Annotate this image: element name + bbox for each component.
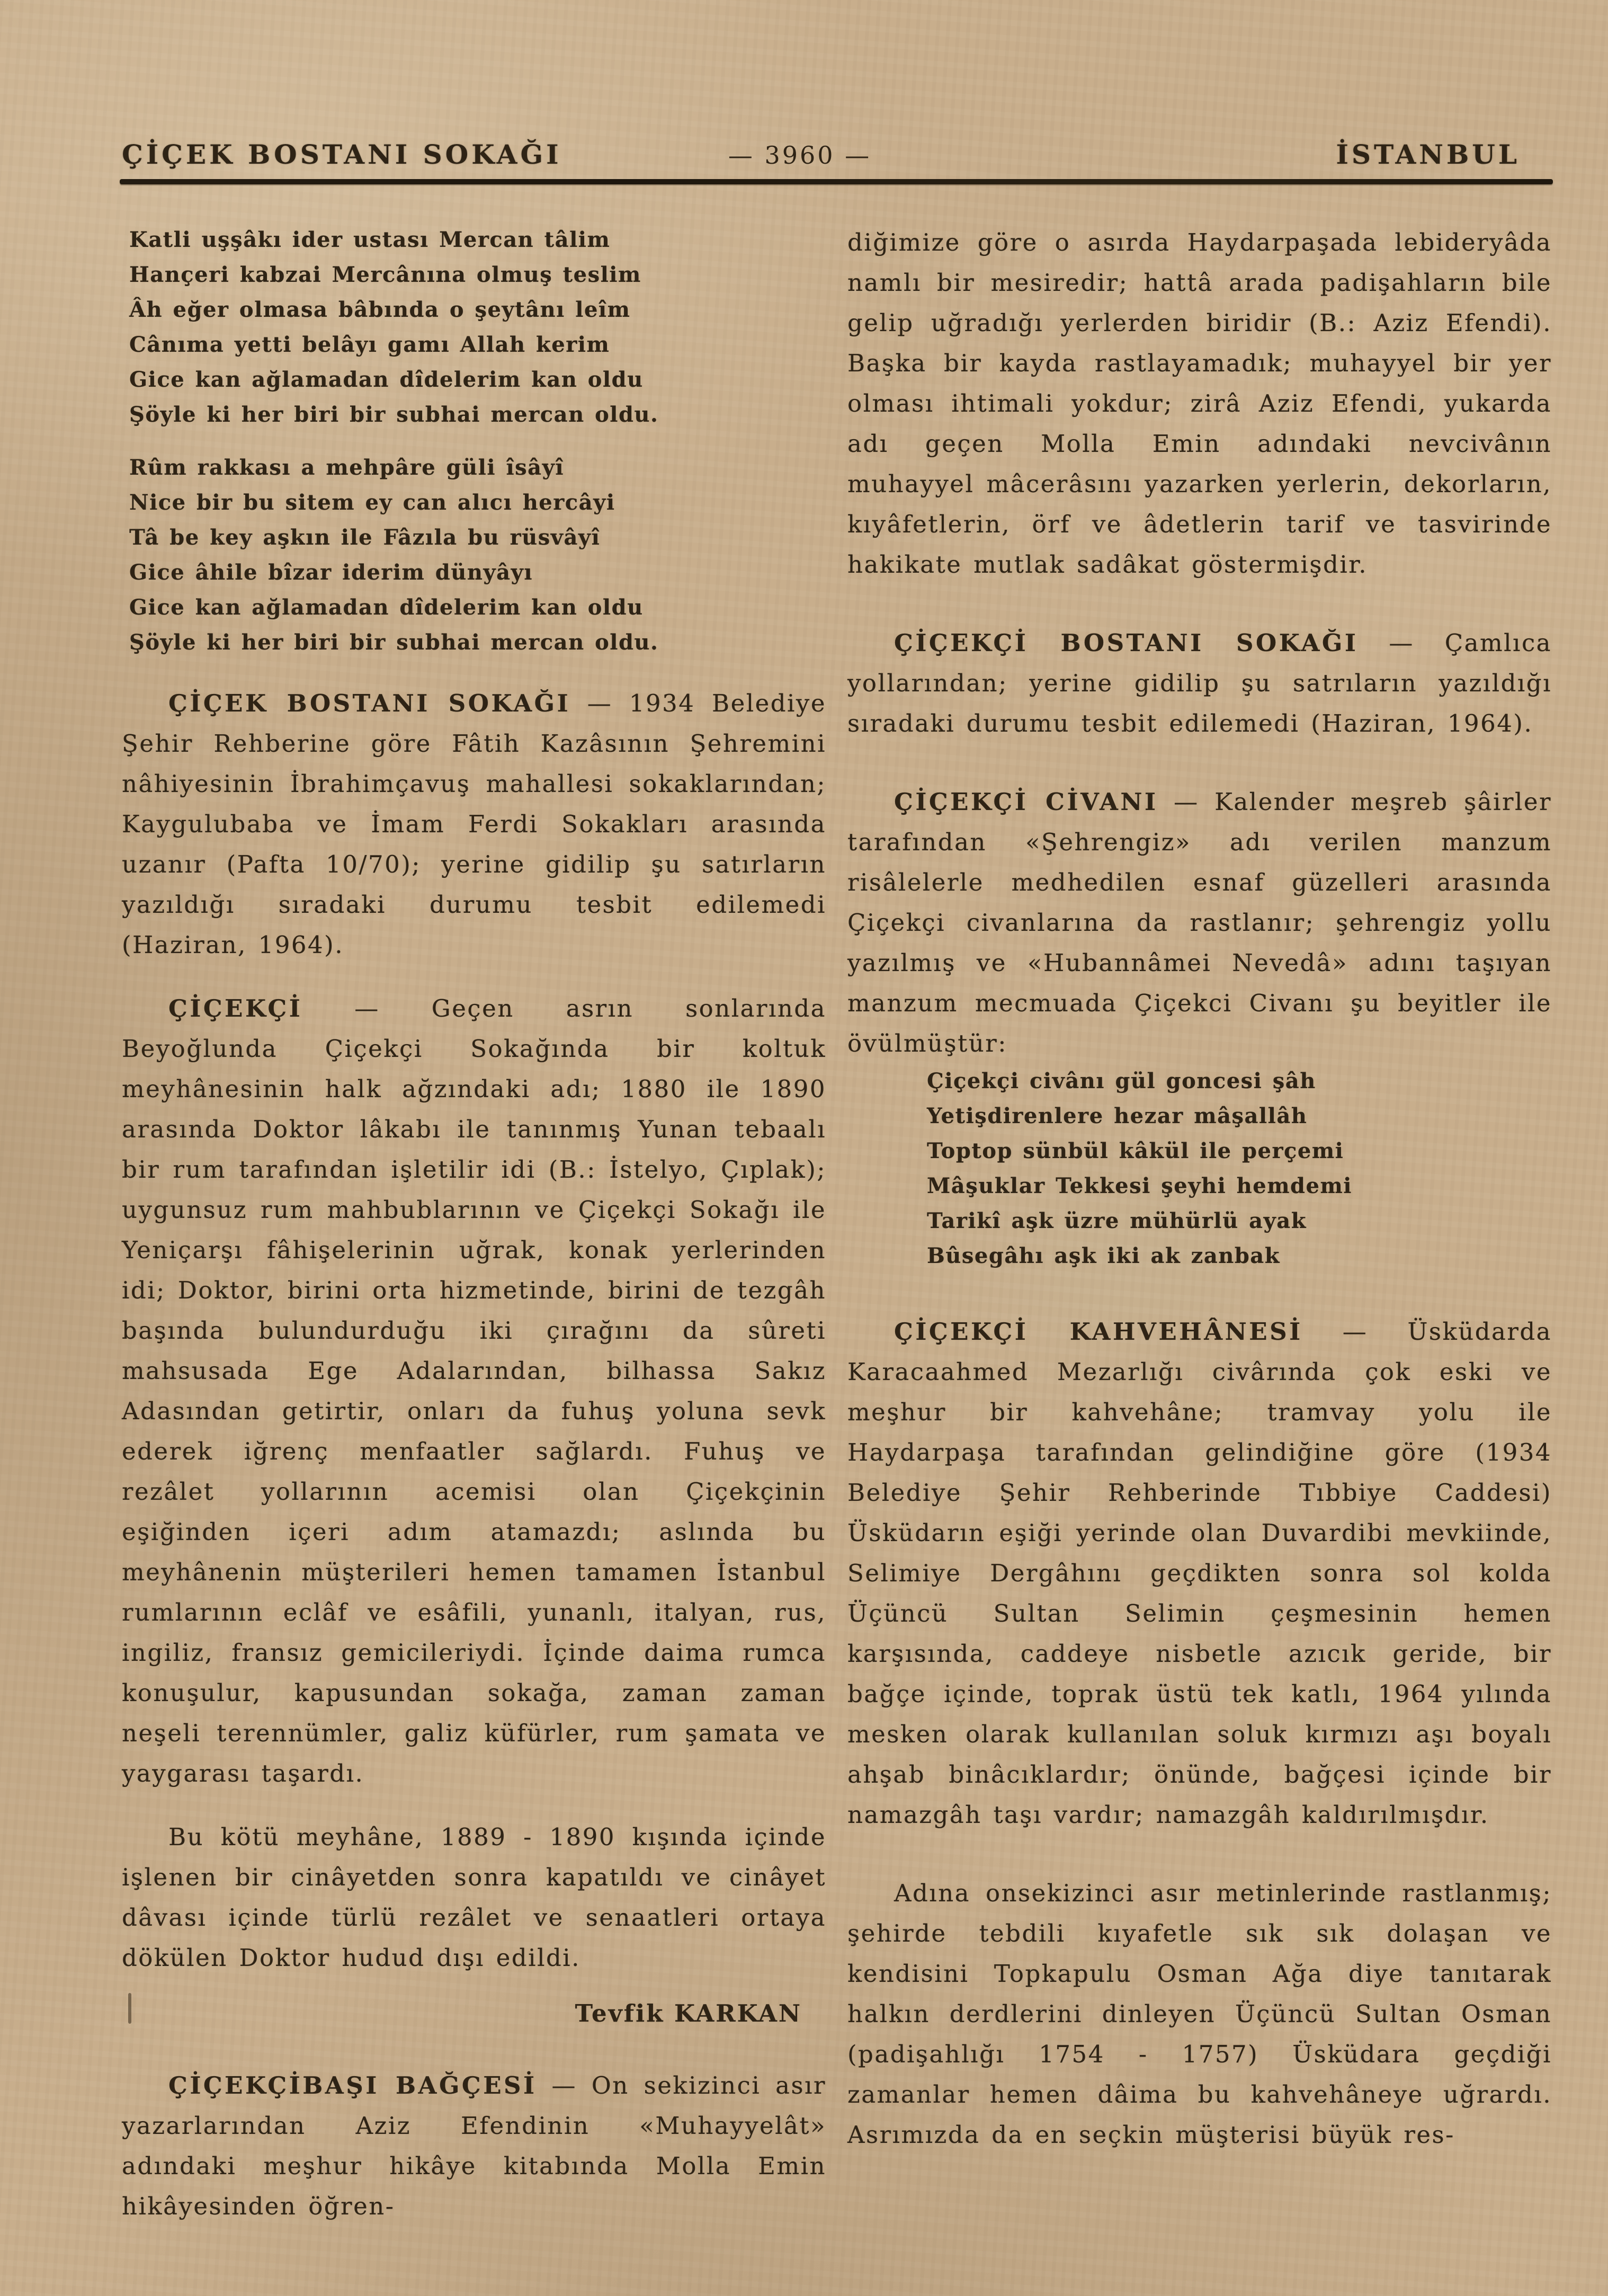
entry-title: ÇİÇEKÇİBAŞI BAĞÇESİ [168,2071,537,2099]
entry-text: — On sekizinci asır yazarlarından Aziz Efendinin «Muhayyelât» adındaki meşhur hikâye kitabında Molla Emin hikâyesinden öğren- [122,2071,826,2220]
entry-cicekci [122,989,826,1794]
poem-line: Bûsegâhı aşk iki ak zanbak [927,1243,1280,1268]
stray-press-mark [128,1993,131,2024]
entry-cicekci-civani [847,782,1552,1064]
entry-text: — Kalender meşreb şâirler tarafından «Şehrengiz» adı verilen manzum risâlelerle medhedilen esnaf güzelleri arasında Çiçekçi civanlarına da rastlanır; şehrengiz yollu yazılmış ve «Hubannâmei Nevedâ» adını taşıyan manzum mecmuada Çiçekci Civanı şu beyitler ile övülmüştür: [847,788,1552,1057]
poem-line: Cânıma yetti belâyı gamı Allah kerim [129,332,610,357]
entry-title: ÇİÇEKÇİ [168,994,303,1022]
page-number: — 3960 — [728,141,872,170]
entry-text: — Geçen asrın sonlarında Beyoğlunda Çiçekçi Sokağında bir koltuk meyhânesinin halk ağzındaki adı; 1880 ile 1890 arasında Doktor lâkabı ile tanınmış Yunan tebaalı bir rum tarafından işletilir idi (B.: İstelyo, Çıplak); uygunsuz rum mahbublarının ve Çiçekçi Sokağı ile Yeniçarşı fâhişelerinin uğrak, konak yerlerinden idi; Doktor, birini orta hizmetinde, birini de tezgâh başında bulundurduğu iki çırağını da sûreti mahsusada Ege Adalarından, bilhassa Sakız Adasından getirtir, onları da fuhuş yoluna sevk ederek iğrenç menfaatler sağlardı. Fuhuş ve rezâlet yollarının acemisi olan Çiçekçinin eşiğinden içeri adım atamazdı; aslında bu meyhânenin müşterileri hemen tamamen İstanbul rumlarının eclâf ve esâfili, yunanlı, italyan, rus, ingiliz, fransız gemicileriydi. İçinde daima rumca konuşulur, kapusundan sokağa, zaman zaman neşeli terennümler, galiz küfürler, rum şamata ve yaygarası taşardı. [122,994,826,1787]
entry-cicekcibasi-bagcesi [122,2066,826,2227]
poem-line: Gice kan ağlamadan dîdelerim kan oldu [129,595,644,620]
poem-line: Hançeri kabzai Mercânına olmuş teslim [129,262,641,287]
paragraph-adina: Adına onsekizinci asır metinlerinde rastlanmış; şehirde tebdili kıyafetle sık sık dolaşan ve kendisini Topkapulu Osman Ağa diye tanıtarak halkın derdlerini dinleyen Üçüncü Sultan Osman (padişahlığı 1754 - 1757) Üsküdara geçdiği zamanlar hemen dâima bu kahvehâneye uğrardı. Asrımızda da en seçkin müşterisi büyük res- [847,1879,1552,2149]
entry-cicek-bostani-sokagi [122,683,826,965]
poem-line: Şöyle ki her biri bir subhai mercan oldu. [129,402,659,427]
page-header [122,139,1552,170]
poem-cicekci-civani [927,1064,1552,1274]
entry-title: ÇİÇEKÇİ CİVANI [894,788,1158,816]
entry-text: — 1934 Belediye Şehir Rehberine göre Fâtih Kazâsının Şehremini nâhiyesinin İbrahimçavuş mahallesi sokaklarından; Kaygulubaba ve İmam Ferdi Sokakları arasında uzanır (Pafta 10/70); yerine gidilip şu satırların yazıldığı sıradaki durumu tesbit edilemedi (Haziran, 1964). [122,689,826,959]
poem-line: Nice bir bu sitem ey can alıcı hercâyi [129,490,615,515]
poem-line: Şöyle ki her biri bir subhai mercan oldu. [129,630,659,655]
poem-stanza-1 [129,223,826,432]
poem-line: Tarikî aşk üzre mühürlü ayak [927,1208,1307,1233]
poem-line: Tâ be key aşkın ile Fâzıla bu rüsvâyî [129,525,601,550]
poem-line: Yetişdirenlere hezar mâşallâh [927,1103,1308,1128]
running-head-entry: ÇİÇEK BOSTANI SOKAĞI [122,139,562,170]
entry-cicekci-kahvehanesi [847,1312,1552,1835]
entry-title: ÇİÇEKÇİ KAHVEHÂNESİ [894,1318,1303,1346]
paragraph-continuation: diğimize göre o asırda Haydarpaşada lebideryâda namlı bir mesiredir; hattâ arada padişahların bile gelip uğradığı yerlerden biridir (B.: Aziz Efendi). Başka bir kayda rastlayamadık; muhayyel bir yer olması ihtimali yokdur; zirâ Aziz Efendi, yukarda adı geçen Molla Emin adındaki nevcivânın muhayyel mâcerâsını yazarken yerlerin, dekorların, kıyâfetlerin, örf ve âdetlerin tarif ve tasvirinde hakikate mutlak sadâkat göstermişdir. [847,228,1552,579]
right-column [847,223,1552,2155]
poem-line: Katli uşşâkı ider ustası Mercan tâlim [129,227,611,252]
poem-line: Gice kan ağlamadan dîdelerim kan oldu [129,367,644,392]
entry-text: — Üsküdarda Karacaahmed Mezarlığı civârında çok eski ve meşhur bir kahvehâne; tramvay yolu ile Haydarpaşa tarafından gelindiğine göre (1934 Belediye Şehir Rehberinde Tıbbiye Caddesi) Üsküdarın eşiği yerinde olan Duvardibi mevkiinde, Selimiye Dergâhını geçdikten sonra sol kolda Üçüncü Sultan Selimin çeşmesinin hemen karşısında, caddeye nisbetle azıcık geride, bir bağçe içinde, toprak üstü tek katlı, 1964 yılında mesken olarak kullanılan soluk kırmızı aşı boyalı ahşab binâcıklardır; önünde, bağçesi içinde bir namazgâh taşı vardır; namazgâh kaldırılmışdır. [847,1318,1552,1829]
poem-line: Rûm rakkası a mehpâre güli îsâyî [129,455,565,480]
poem-line: Mâşuklar Tekkesi şeyhi hemdemi [927,1173,1352,1198]
paragraph-meyhane-closure: Bu kötü meyhâne, 1889 - 1890 kışında içinde işlenen bir cinâyetden sonra kapatıldı ve cinâyet dâvası içinde türlü rezâlet ve senaatleri ortaya dökülen Doktor hudud dışı edildi. [122,1823,826,1972]
header-rule [120,179,1553,184]
entry-title: ÇİÇEK BOSTANI SOKAĞI [168,689,571,717]
poem-line: Âh eğer olmasa bâbında o şeytânı leîm [129,297,631,322]
author-signature: Tevfik KARKAN [575,1999,802,2027]
entry-title: ÇİÇEKÇİ BOSTANI SOKAĞI [894,629,1359,657]
poem-line: Toptop sünbül kâkül ile perçemi [927,1138,1344,1163]
entry-text: — Çamlıca yollarından; yerine gidilip şu satrıların yazıldığı sıradaki durumu tesbit edilemedi (Haziran, 1964). [847,629,1552,737]
left-column [122,223,826,2227]
poem-line: Gice âhile bîzar iderim dünyâyı [129,560,533,585]
entry-cicekci-bostani-sokagi [847,623,1552,744]
poem-stanza-2 [129,450,826,660]
running-head-title: İSTANBUL [1336,139,1520,170]
poem-line: Çiçekçi civânı gül goncesi şâh [927,1069,1316,1093]
